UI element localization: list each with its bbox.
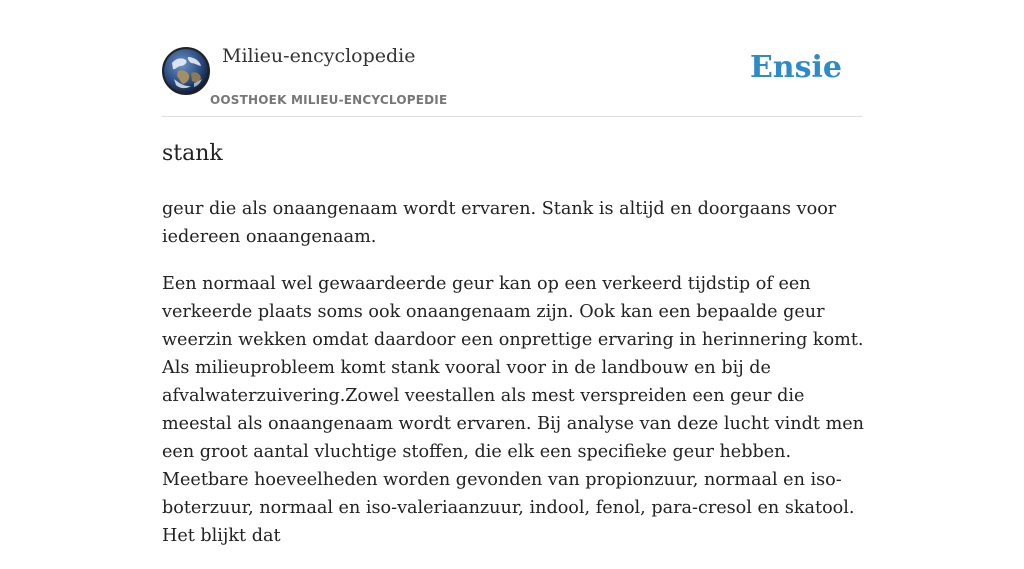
entry-content	[162, 138, 864, 569]
site-subtitle: OOSTHOEK MILIEU-ENCYCLOPEDIE	[210, 93, 448, 107]
site-header	[162, 0, 862, 117]
definition-paragraph: geur die als onaangenaam wordt ervaren. Stank is altijd en doorgaans voor iedereen onaangenaam.	[162, 199, 837, 247]
ensie-logo-link[interactable]: Ensie	[749, 50, 842, 85]
body-paragraph: Een normaal wel gewaardeerde geur kan op een verkeerd tijdstip of een verkeerde plaats soms ook onaangenaam zijn. Ook kan een bepaalde geur weerzin wekken omdat daardoor een onprettige ervaring in herinnering komt. Als milieuprobleem komt stank vooral voor in de landbouw en bij de afvalwaterzuivering.Zowel veestallen als mest verspreiden een geur die meestal als onaangenaam wordt ervaren. Bij analyse van deze lucht vindt men een groot aantal vluchtige stoffen, die elk een specifieke geur hebben. Meetbare hoeveelheden worden gevonden van propionzuur, normaal en iso-boterzuur, normaal en iso-valeriaanzuur, indool, fenol, para-cresol en skatool. Het blijkt dat	[162, 274, 864, 546]
entry-title: stank	[162, 141, 223, 166]
earth-globe-icon[interactable]	[162, 47, 210, 95]
site-title[interactable]: Milieu-encyclopedie	[222, 45, 416, 67]
